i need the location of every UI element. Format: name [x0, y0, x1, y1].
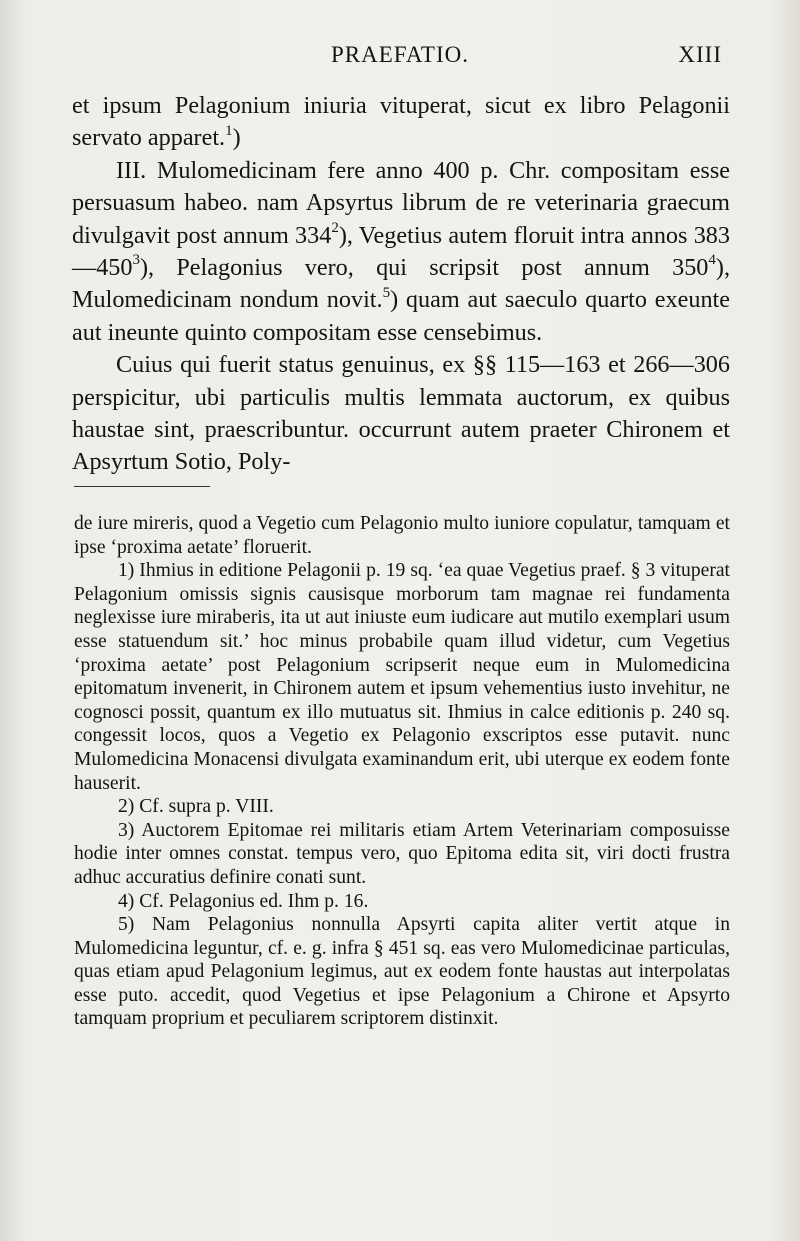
- footnotes: [74, 512, 730, 1031]
- footnote-1: 1) Ihmius in editione Pelagonii p. 19 sq. ‘ea quae Vegetius praef. § 3 vituperat Pelagonium omissis signis causisque morborum tam magnae rei fundamenta neglexisse iure miraberis, ita ut aut iniuste eum iudicare aut mutilo exemplari usum esse statuendum sit.’ hoc minus probabile quam illud videtur, cum Vegetius ‘proxima aetate’ post Pelagonium scripserit neque eum in Mulomedicina epitomatum invenerit, in Chironem autem et ipsum vehementius iusto invehitur, ne cognosci possit, quantum ex illo mutuatus sit. Ihmius in calce editionis p. 240 sq. congessit locos, quos a Vegetio ex Pelagonio exscriptos esse putavit. nunc Mulomedicina Monacensi divulgata examinandum erit, ubi uterque ex eodem fonte hauserit.: [74, 560, 730, 794]
- footnote-ref-3: 3: [132, 252, 140, 269]
- paragraph-2-text-e: ) quam aut saeculo quarto exeunte aut ineunte quinto compositam esse censebimus.: [72, 286, 730, 346]
- paragraph-2: [72, 155, 730, 349]
- paragraph-1: [72, 90, 730, 155]
- footnote-ref-1: 1: [225, 122, 233, 139]
- paragraph-3: Cuius qui fuerit status genuinus, ex §§ 115—163 et 266—306 perspicitur, ubi particulis multis lemmata auctorum, ex quibus haustae sint, praescribuntur. occurrunt autem praeter Chironem et Apsyrtum Sotio, Poly-: [72, 351, 730, 476]
- footnote-continuation: de iure mireris, quod a Vegetio cum Pelagonio multo iuniore copulatur, tamquam et ipse ‘proxima aetate’ floruerit.: [74, 513, 730, 558]
- footnote-ref-5: 5: [382, 284, 391, 301]
- paragraph-1-text: et ipsum Pelagonium iniuria vituperat, sicut ex libro Pelagonii servato apparet.: [72, 92, 730, 152]
- page-header: [0, 40, 800, 76]
- paragraph-2-text-c: ), Pelagonius vero, qui scripsit post annum 350: [139, 254, 709, 282]
- page-number: XIII: [678, 42, 722, 67]
- paragraph-2-text-b: ), Vegetius autem floruit intra annos 383—450: [72, 221, 730, 282]
- paragraph-2-text-a: III. Mulomedicinam fere anno 400 p. Chr. compositam esse persuasum habeo. nam Apsyrtus librum de re veterinaria graecum divulgavit post annum 334: [72, 156, 730, 249]
- main-text: [72, 90, 730, 479]
- paragraph-2-text-d: ), Mulomedicinam nondum novit.: [72, 254, 730, 314]
- footnote-ref-4: 4: [708, 252, 716, 269]
- footnote-3: 3) Auctorem Epitomae rei militaris etiam Artem Veterinariam composuisse hodie inter omnes constat. tempus vero, quo Epitoma edita sit, viri docti frustra adhuc accuratius definire conati sunt.: [74, 819, 730, 888]
- running-head: PRAEFATIO.: [330, 42, 469, 67]
- paragraph-1-tail: ): [232, 124, 241, 152]
- footnote-5: 5) Nam Pelagonius nonnulla Apsyrti capita aliter vertit atque in Mulomedicina leguntur, cf. e. g. infra § 451 sq. eas vero Mulomedicinae particulas, quas etiam apud Pelagonium legimus, aut ex eodem fonte haustas aut interpolatas esse puto. accedit, quod Vegetius et ipse Pelagonium a Chirone et Apsyrto tamquam proprium et peculiarem scriptorem distinxit.: [74, 914, 730, 1030]
- footnote-2: 2) Cf. supra p. VIII.: [118, 796, 274, 818]
- footnote-4: 4) Cf. Pelagonius ed. Ihm p. 16.: [118, 890, 369, 912]
- footnote-ref-2: 2: [331, 220, 339, 237]
- footnote-rule: [74, 486, 210, 487]
